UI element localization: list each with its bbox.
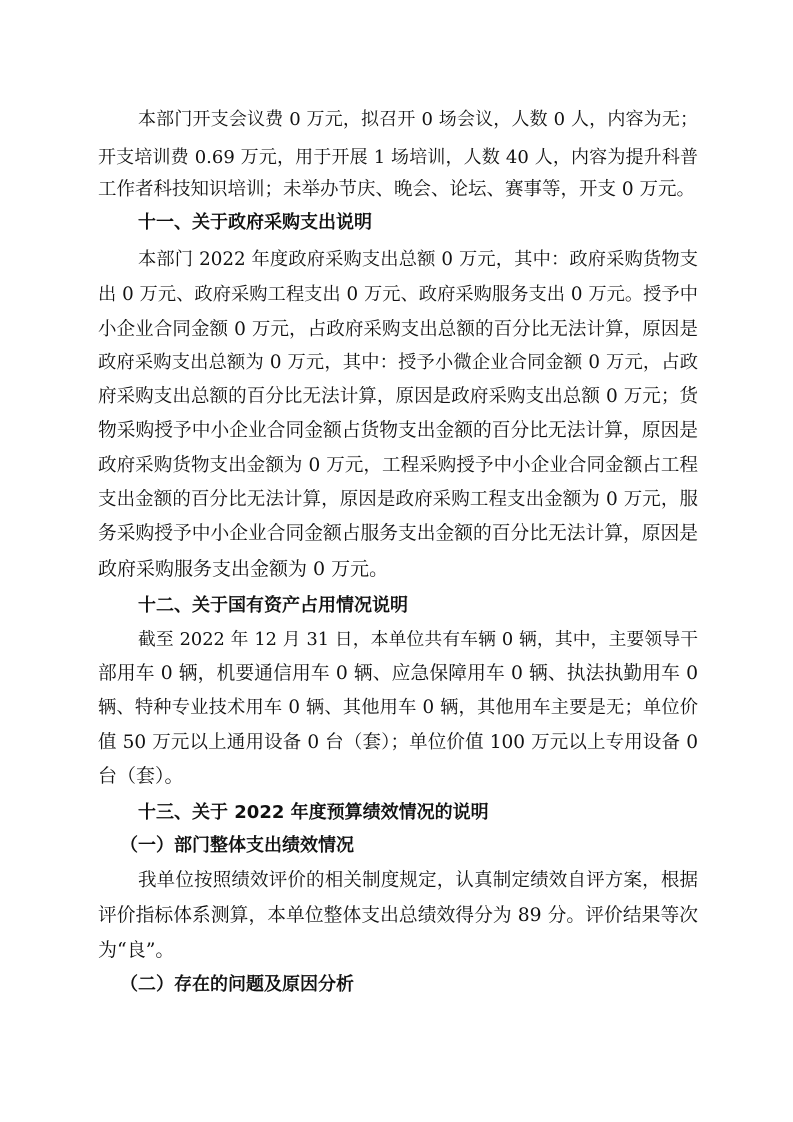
paragraph-line: 我单位按照绩效评价的相关制度规定，认真制定绩效自评方案，根据: [138, 870, 698, 891]
paragraph-line: 本部门开支会议费 0 万元，拟召开 0 场会议，人数 0 人，内容为无；: [138, 109, 698, 130]
paragraph-line: 本部门 2022 年度政府采购支出总额 0 万元，其中：政府采购货物支: [138, 249, 698, 270]
paragraph-line: 截至 2022 年 12 月 31 日，本单位共有车辆 0 辆，其中，主要领导干: [138, 630, 698, 650]
paragraph-line: 小企业合同金额 0 万元，占政府采购支出总额的百分比无法计算，原因是: [98, 319, 698, 340]
paragraph-line: 政府采购服务支出金额为 0 万元。: [98, 558, 389, 580]
paragraph-line: 政府采购货物支出金额为 0 万元，工程采购授予中小企业合同金额占工程: [98, 455, 698, 476]
paragraph-line: 务采购授予中小企业合同金额占服务支出金额的百分比无法计算，原因是: [98, 523, 698, 544]
section-heading: 十三、关于 2022 年度预算绩效情况的说明: [138, 802, 489, 823]
paragraph-line: 部用车 0 辆，机要通信用车 0 辆、应急保障用车 0 辆、执法执勤用车 0: [98, 663, 698, 684]
paragraph-line: 工作者科技知识培训；未举办节庆、晚会、论坛、赛事等，开支 0 万元。: [98, 179, 696, 200]
paragraph-line: 辆、特种专业技术用车 0 辆、其他用车 0 辆，其他用车主要是无；单位价: [98, 697, 698, 718]
subsection-heading: （二）存在的问题及原因分析: [120, 974, 354, 995]
paragraph-line: 物采购授予中小企业合同金额占货物支出金额的百分比无法计算，原因是: [98, 420, 698, 441]
paragraph-line: 为“良”。: [98, 939, 175, 961]
paragraph-line: 政府采购支出总额为 0 万元，其中：授予小微企业合同金额 0 万元，占政: [98, 352, 698, 373]
paragraph-line: 评价指标体系测算，本单位整体支出总绩效得分为 89 分。评价结果等次: [98, 905, 698, 926]
paragraph-line: 开支培训费 0.69 万元，用于开展 1 场培训，人数 40 人，内容为提升科普: [98, 147, 698, 168]
paragraph-line: 出 0 万元、政府采购工程支出 0 万元、政府采购服务支出 0 万元。授予中: [98, 284, 698, 305]
paragraph-line: 值 50 万元以上通用设备 0 台（套）；单位价值 100 万元以上专用设备 0: [98, 732, 698, 753]
section-heading: 十二、关于国有资产占用情况说明: [138, 595, 408, 616]
subsection-heading: （一）部门整体支出绩效情况: [120, 835, 354, 856]
section-heading: 十一、关于政府采购支出说明: [138, 212, 372, 233]
paragraph-line: 台（套）。: [98, 765, 184, 787]
paragraph-line: 府采购支出总额的百分比无法计算，原因是政府采购支出总额 0 万元；货: [98, 386, 698, 407]
paragraph-line: 支出金额的百分比无法计算，原因是政府采购工程支出金额为 0 万元，服: [98, 489, 698, 510]
